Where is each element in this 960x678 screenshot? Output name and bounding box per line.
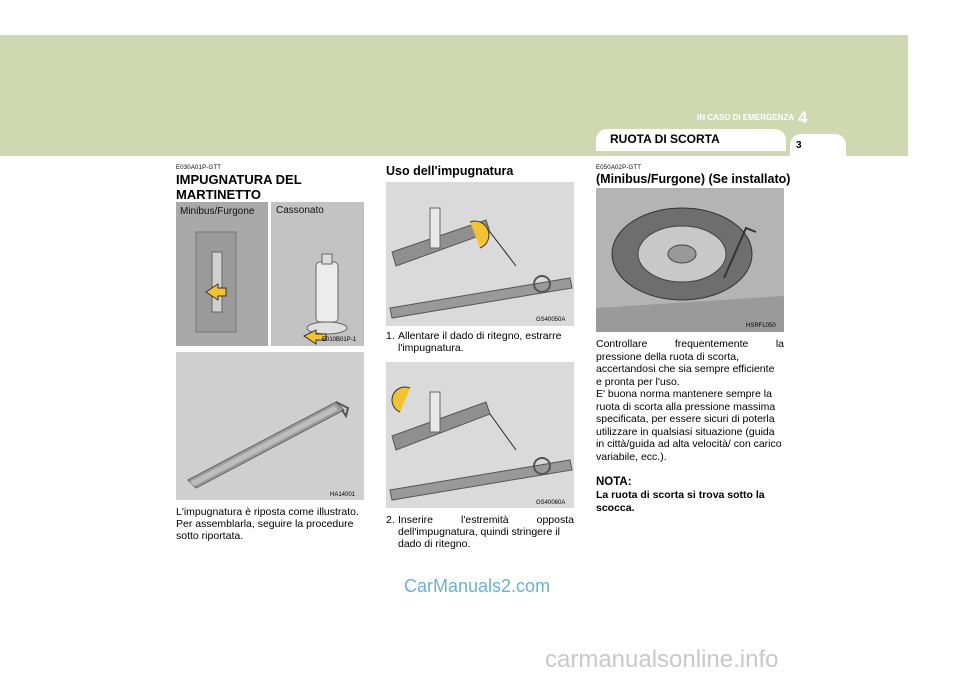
note-title: NOTA: — [596, 476, 632, 488]
section-title: IN CASO DI EMERGENZA — [697, 113, 794, 122]
section-code: E030A01P-GTT — [176, 165, 222, 171]
jack-handle-location-illustration — [176, 202, 364, 346]
body-line: Controllare frequentemente la — [596, 338, 784, 350]
tighten-nut-image — [386, 362, 574, 508]
jack-handle-location-photo — [176, 202, 364, 346]
spare-wheel-illustration — [596, 188, 784, 332]
carmanualsonline-watermark[interactable]: carmanualsonline.info — [545, 646, 779, 673]
body-line-1: L'impugnatura è riposta come illustrato. — [176, 506, 359, 518]
img2-caption: GS40060A — [536, 500, 566, 506]
body-line: utilizzare in qualsiasi situazione (guida — [596, 425, 775, 438]
photo-label-minibus: Minibus/Furgone — [180, 206, 255, 217]
tighten-nut-illustration — [386, 362, 574, 508]
loosen-nut-illustration — [386, 182, 574, 326]
body-line: ruota di scorta alla pressione massima — [596, 400, 776, 413]
body-line: E' buona norma mantenere sempre la — [596, 388, 772, 400]
loosen-nut-image — [386, 182, 574, 326]
body-line: pressione della ruota di scorta, — [596, 350, 739, 363]
body-line: specificata, per essere sicuri di poterla — [596, 413, 775, 425]
body-line: accertandosi che sia sempre efficiente — [596, 363, 775, 375]
photo-label-cassonato: Cassonato — [276, 205, 324, 216]
body-line: variabile, ecc.). — [596, 450, 667, 463]
spare-wheel-heading: (Minibus/Furgone) (Se installato) — [596, 172, 791, 186]
step-2-line-3: dado di ritegno. — [398, 538, 471, 550]
carmanuals2-watermark[interactable]: CarManuals2.com — [404, 576, 551, 596]
page-number: 3 — [796, 140, 802, 151]
jack-handle-illustration — [176, 352, 364, 500]
chapter-label: RUOTA DI SCORTA — [610, 132, 720, 146]
note-line-2: scocca. — [596, 502, 635, 514]
spare-wheel-photo — [596, 188, 784, 332]
photo2-caption: HA14001 — [330, 492, 356, 498]
section-number: 4 — [798, 108, 808, 127]
step-2-line-2: dell'impugnatura, quindi stringere il — [398, 526, 560, 538]
section-heading: IMPUGNATURA DEL MARTINETTO — [176, 172, 302, 202]
step-2-number: 2. — [386, 514, 395, 526]
section-code-2: E050A02P-GTT — [596, 165, 642, 171]
spare-wheel-caption: HSRFL050 — [746, 323, 776, 329]
step-1-number: 1. — [386, 330, 395, 342]
photo1-caption: E010B01P-1 — [322, 337, 357, 343]
note-line-1: La ruota di scorta si trova sotto la — [596, 489, 765, 501]
step-1-line-2: l'impugnatura. — [398, 342, 464, 354]
step-2 — [386, 514, 576, 554]
step-1-line-1: Allentare il dado di ritegno, estrarre — [398, 330, 562, 342]
jack-handle-photo — [176, 352, 364, 500]
body-line-3: sotto riportata. — [176, 530, 244, 542]
img1-caption: GS40050A — [536, 317, 566, 323]
body-line: e pronta per l'uso. — [596, 375, 680, 388]
step-2-line-1: Inserire l'estremità opposta — [398, 514, 574, 526]
step-1 — [386, 330, 576, 360]
body-line: in città/guida ad alta velocità/ con carico — [596, 438, 782, 450]
body-line-2: Per assemblarla, seguire la procedure — [176, 518, 354, 530]
usage-heading: Uso dell'impugnatura — [386, 164, 514, 178]
